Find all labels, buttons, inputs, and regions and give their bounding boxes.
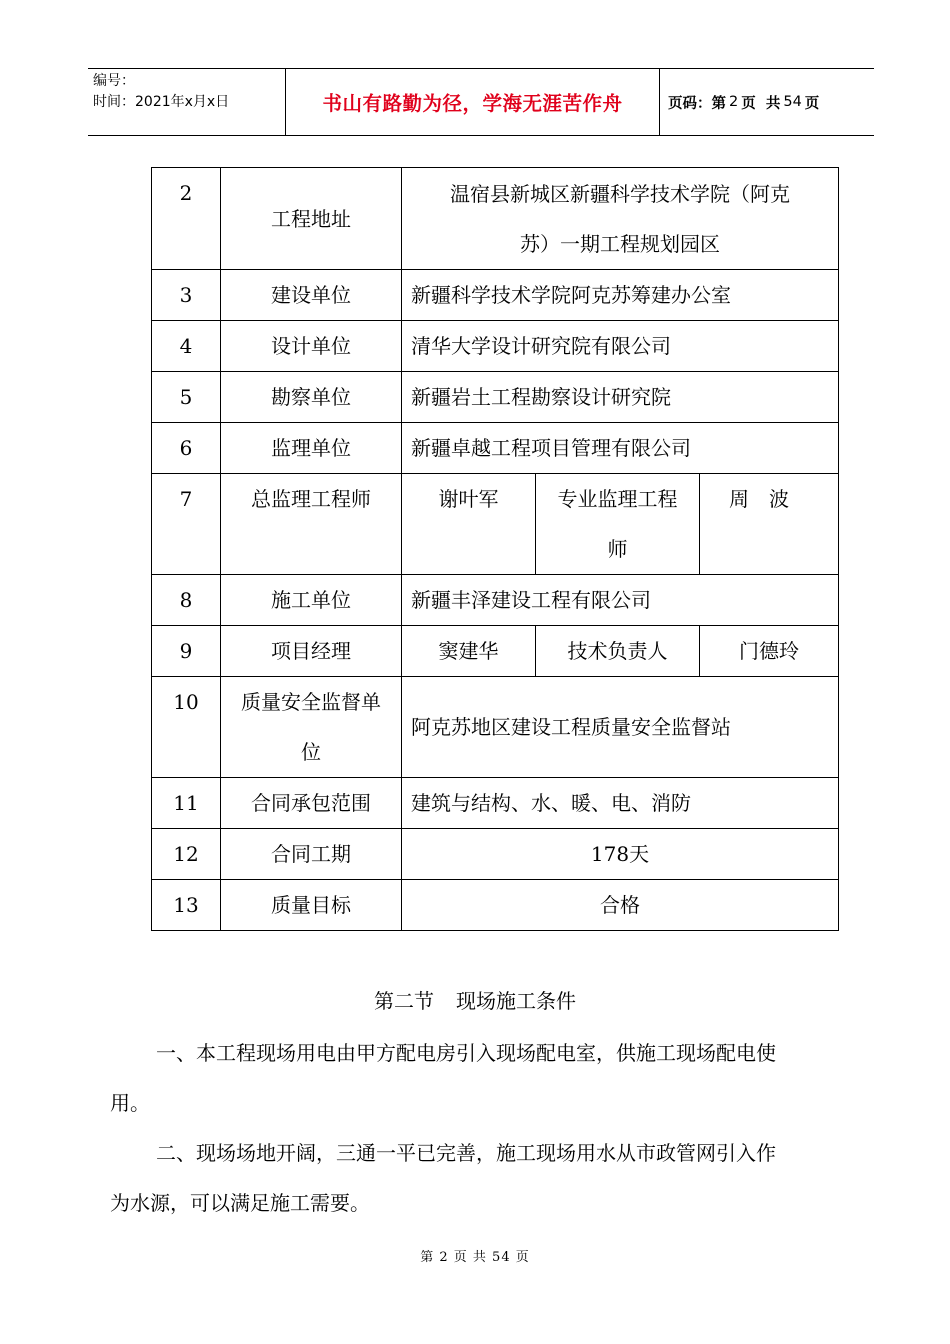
row-value: 新疆科学技术学院阿克苏筹建办公室: [402, 270, 839, 321]
row-label: 建设单位: [221, 270, 402, 321]
row-sub-label: 技术负责人: [536, 626, 700, 677]
table-row: [152, 474, 839, 575]
serial-label: 编号：: [93, 73, 135, 89]
row-value: 阿克苏地区建设工程质量安全监督站: [402, 677, 839, 778]
row-label: 质量目标: [221, 880, 402, 931]
row-number: 5: [152, 372, 221, 423]
row-label: 合同承包范围: [221, 778, 402, 829]
page-text: 页 共: [741, 95, 781, 112]
specialty-supervisor-name: 周波: [700, 474, 839, 575]
technical-lead-name: 门德玲: [700, 626, 839, 677]
row-value: 清华大学设计研究院有限公司: [402, 321, 839, 372]
page-total: 54: [783, 94, 802, 110]
paragraph: [110, 1028, 790, 1128]
page-text: 第: [711, 95, 726, 112]
row-number: 11: [152, 778, 221, 829]
header-meta: [93, 71, 229, 113]
row-number: 4: [152, 321, 221, 372]
section-title: [0, 985, 950, 1014]
row-value: 新疆卓越工程项目管理有限公司: [402, 423, 839, 474]
table-row: [152, 372, 839, 423]
section-heading: 现场施工条件: [456, 989, 576, 1013]
table-row: [152, 626, 839, 677]
header-page-number: [668, 69, 819, 135]
header-motto: 书山有路勤为径，学海无涯苦作舟: [322, 92, 623, 115]
row-value: 新疆丰泽建设工程有限公司: [402, 575, 839, 626]
date-label: 时间：2021年x月x日: [93, 94, 230, 110]
table-row: [152, 778, 839, 829]
table-row: [152, 423, 839, 474]
table-row: [152, 270, 839, 321]
paragraph-text: 一、本工程现场用电由甲方配电房引入现场配电室，供施工现场配电使用。: [110, 1041, 776, 1115]
page-header: [88, 68, 874, 136]
chief-supervisor-name: 谢叶军: [402, 474, 536, 575]
row-label: 质量安全监督单 位: [221, 677, 402, 778]
section-number: 第二节: [374, 989, 434, 1013]
project-info-table: [151, 167, 839, 931]
page-footer: 第 2 页 共 54 页: [420, 1250, 530, 1265]
table-row: [152, 829, 839, 880]
row-number: 13: [152, 880, 221, 931]
page-current: 2: [729, 94, 739, 110]
table-row: [152, 321, 839, 372]
row-value: 温宿县新城区新疆科学技术学院（阿克 苏）一期工程规划园区: [402, 168, 839, 270]
row-value: 新疆岩土工程勘察设计研究院: [402, 372, 839, 423]
row-label: 项目经理: [221, 626, 402, 677]
row-label: 合同工期: [221, 829, 402, 880]
row-value: 合格: [402, 880, 839, 931]
row-label: 监理单位: [221, 423, 402, 474]
page-text: 页: [804, 95, 820, 112]
row-value: 建筑与结构、水、暖、电、消防: [402, 778, 839, 829]
row-number: 3: [152, 270, 221, 321]
table-row: [152, 880, 839, 931]
row-label: 勘察单位: [221, 372, 402, 423]
row-value: 178天: [402, 829, 839, 880]
row-number: 12: [152, 829, 221, 880]
row-sub-label: 专业监理工程 师: [536, 474, 700, 575]
header-divider: [659, 69, 660, 135]
table-row: [152, 575, 839, 626]
project-manager-name: 窦建华: [402, 626, 536, 677]
table-row: [152, 168, 839, 270]
row-label: 设计单位: [221, 321, 402, 372]
row-number: 6: [152, 423, 221, 474]
row-label: 施工单位: [221, 575, 402, 626]
page-label: 页码：: [668, 95, 712, 112]
row-number: 2: [152, 168, 221, 270]
row-number: 7: [152, 474, 221, 575]
paragraph: [110, 1128, 790, 1228]
row-label: 工程地址: [221, 168, 402, 270]
row-number: 9: [152, 626, 221, 677]
row-number: 8: [152, 575, 221, 626]
row-label: 总监理工程师: [221, 474, 402, 575]
row-number: 10: [152, 677, 221, 778]
paragraph-text: 二、现场场地开阔，三通一平已完善，施工现场用水从市政管网引入作为水源，可以满足施工需要。: [110, 1141, 776, 1215]
table-row: [152, 677, 839, 778]
